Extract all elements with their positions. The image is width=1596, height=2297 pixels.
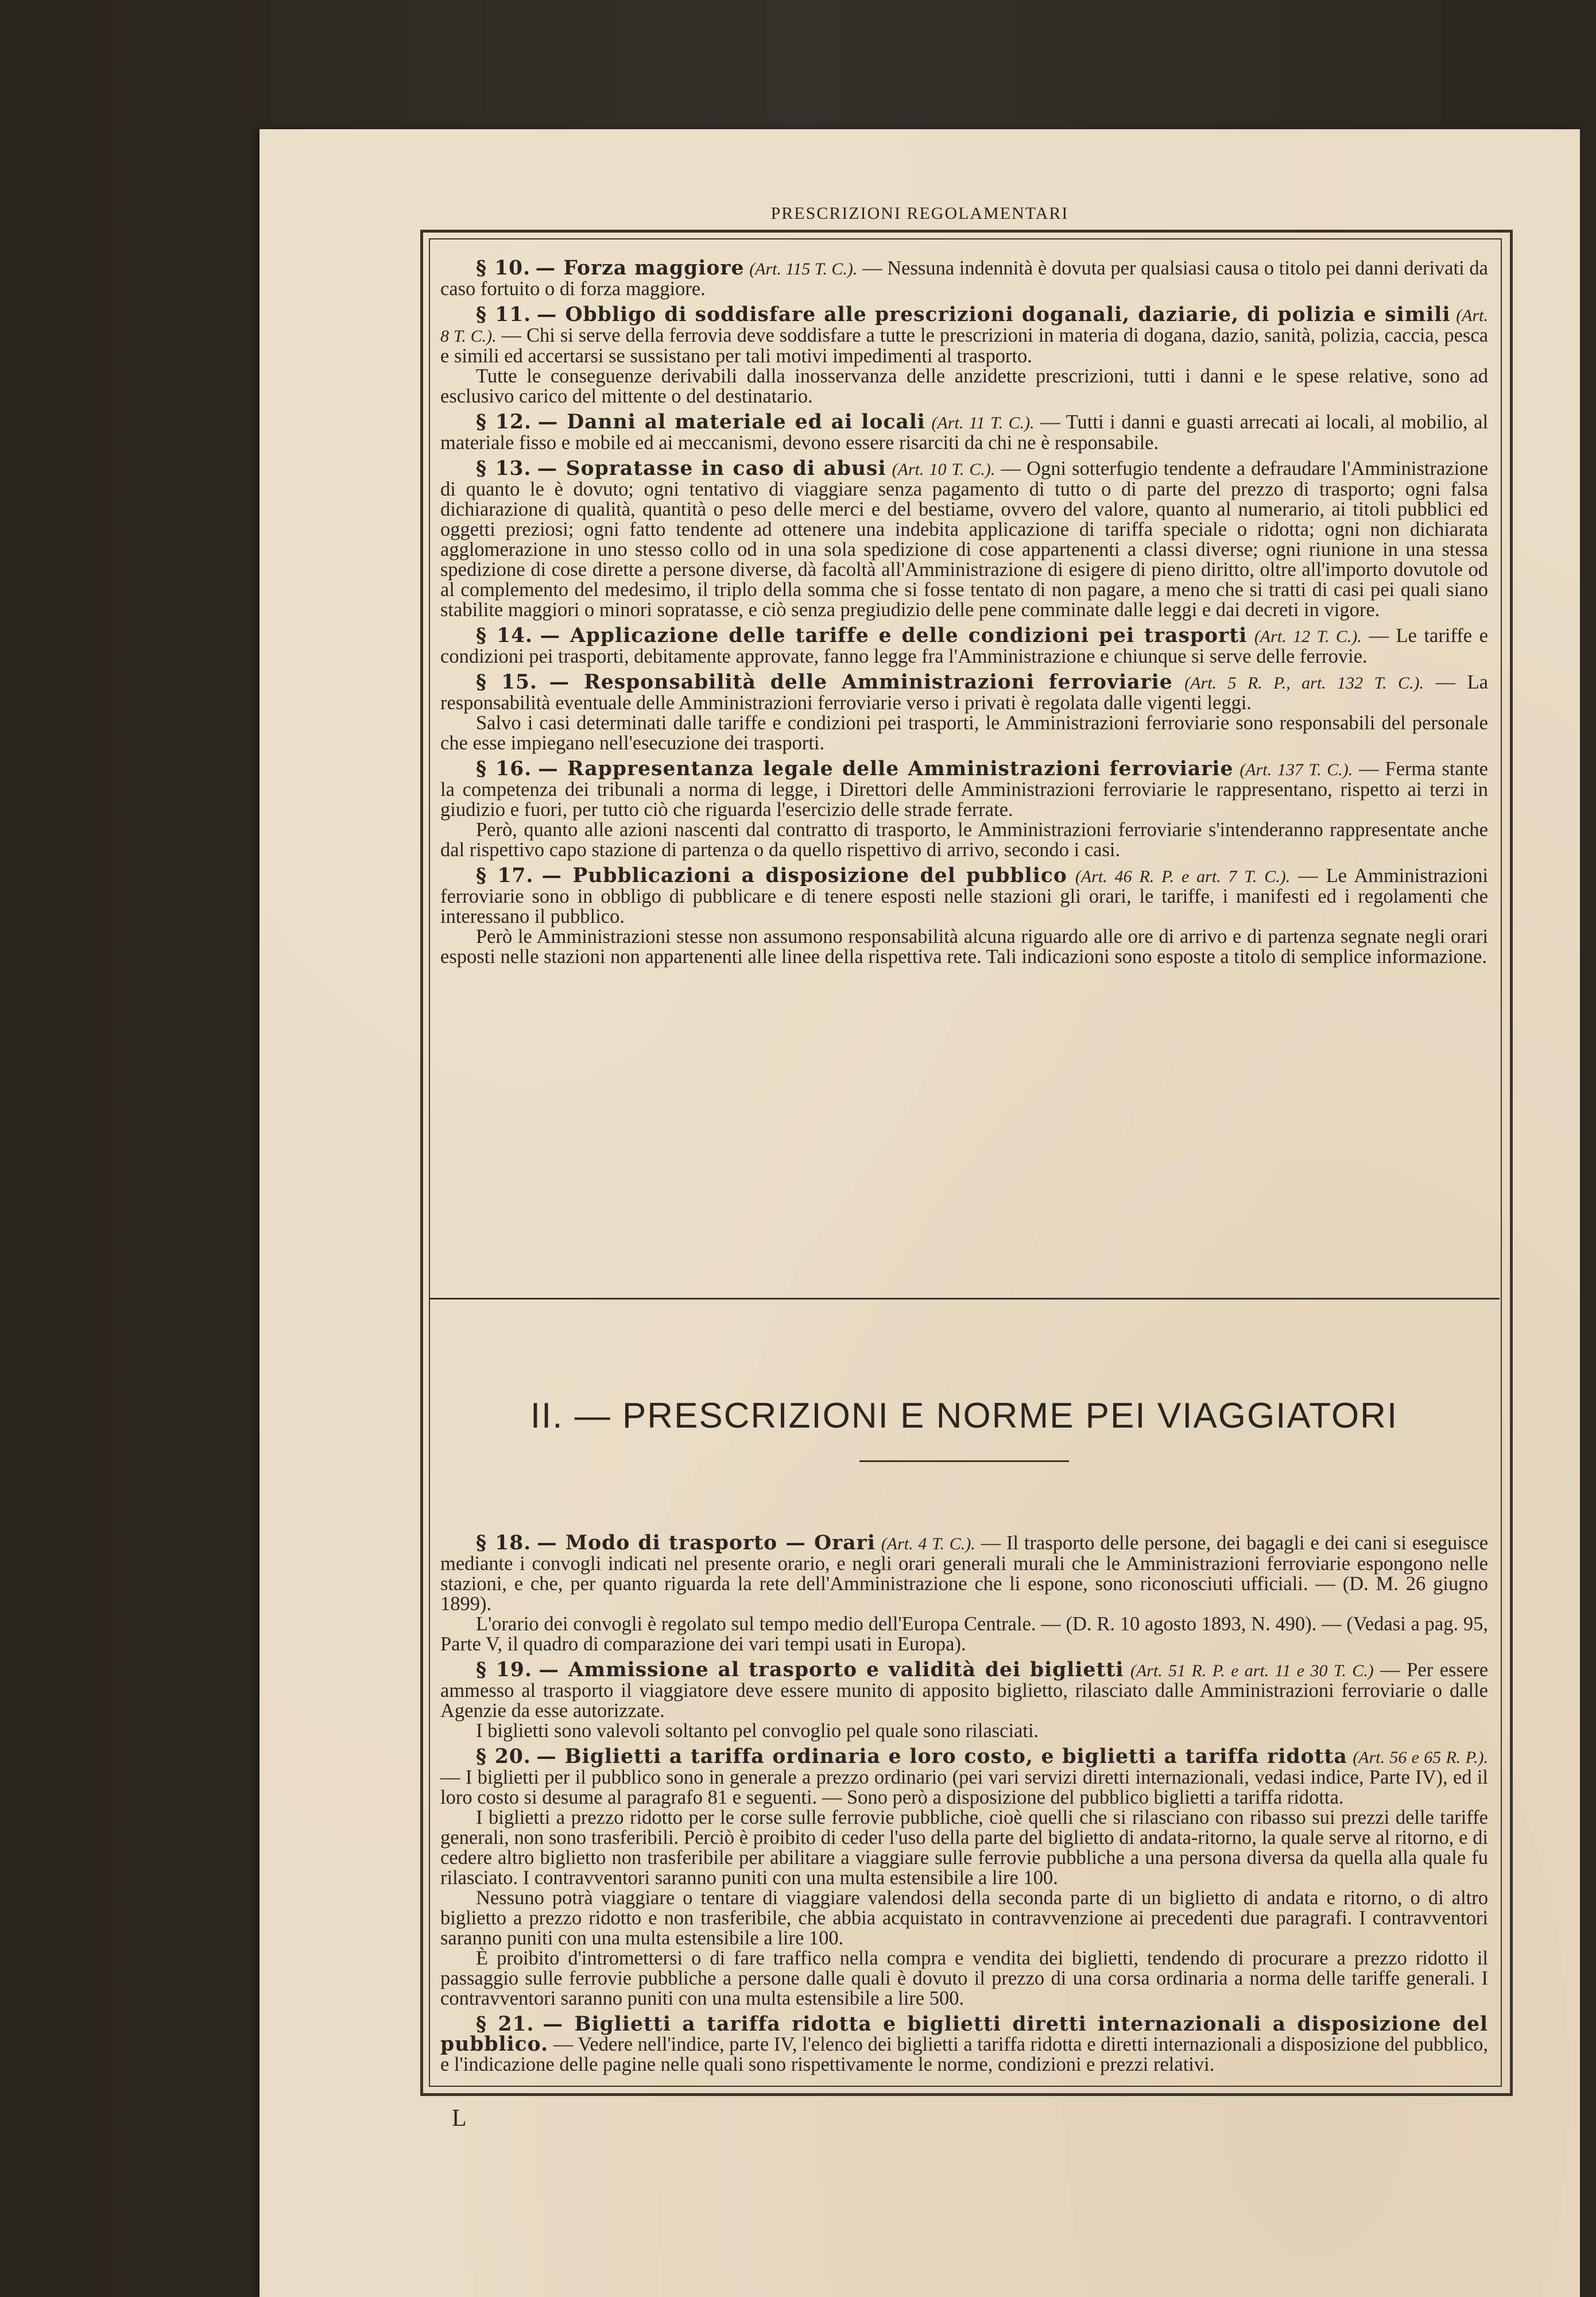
paragraph-20-continued: È proibito d'intromettersi o di fare traffico nella compra e vendita dei biglietti, tendendo di procurare a prezzo ridotto il passaggio sulle ferrovie pubbliche a persone dalle quali è dovuto il prezzo di una corsa ordinaria a norma delle tariffe generali. I contravventori saranno puniti con una multa estensibile a lire 500. bbox=[440, 1947, 1488, 2009]
running-head: PRESCRIZIONI REGOLAMENTARI bbox=[770, 204, 1069, 223]
paragraph-number: § 20. bbox=[476, 1745, 531, 1768]
paragraph-title: — Sopratasse in caso di abusi bbox=[537, 457, 886, 480]
paragraph-18-continued: L'orario dei convogli è regolato sul tempo medio dell'Europa Centrale. — (D. R. 10 agosto 1893, N. 490). — (Vedasi a pag. 95, Parte V, il quadro di comparazione dei vari tempi usati in Europa). bbox=[440, 1613, 1488, 1655]
paragraph-19-continued: I biglietti sono valevoli soltanto pel convoglio pel quale sono rilasciati. bbox=[476, 1720, 1039, 1742]
paragraph-reference: (Art. 46 R. P. e art. 7 T. C.). bbox=[1075, 867, 1291, 886]
paragraph-number: § 19. bbox=[476, 1658, 532, 1681]
section-divider-rule bbox=[429, 1298, 1500, 1300]
paragraph-11-continued: Tutte le conseguenze derivabili dalla inosservanza delle anzidette prescrizioni, tutti i danni e le spese relative, sono ad esclusivo carico del mittente o del destinatario. bbox=[440, 365, 1488, 407]
title-underline-rule bbox=[859, 1460, 1069, 1462]
paragraph-reference: (Art. 137 T. C.). bbox=[1239, 760, 1353, 779]
paragraph-16-continued: Però, quanto alle azioni nascenti dal contratto di trasporto, le Amministrazioni ferroviarie s'intenderanno rappresentate anche dal rispettivo capo stazione di partenza o da quello rispettivo di arrivo, secondo i casi. bbox=[440, 819, 1488, 861]
page-sheet bbox=[259, 129, 1580, 2297]
paragraph-number: § 13. bbox=[476, 457, 532, 480]
paragraph-number: § 14. bbox=[476, 624, 533, 647]
paragraph-17 bbox=[440, 866, 1488, 927]
paragraph-12 bbox=[440, 412, 1488, 453]
paragraph-16 bbox=[440, 759, 1488, 820]
paragraph-text: — Le Amministrazioni ferroviarie sono in obbligo di pubblicare e di tenere esposti nelle stazioni gli orari, le tariffe, i manifesti ed i regolamenti che interessano il pubblico. bbox=[440, 865, 1489, 927]
paragraph-text: — La responsabilità eventuale delle Amministrazioni ferroviarie verso i privati è regolata dalle vigenti leggi. bbox=[440, 671, 1489, 714]
paragraph-text: — Ogni sotterfugio tendente a defraudare l'Amministrazione di quanto le è dovuto; ogni tentativo di viaggiare senza pagamento di tutto o di parte del prezzo di trasporto; ogni falsa dichiarazione di qualità, quantità o peso delle merci e del bestiame, ovvero del valore, quanto al numerario, ai titoli pubblici ed oggetti preziosi; ogni fatto tendente ad ottenere una indebita applicazione di tariffa speciale o ridotta; ogni non dichiarata agglomerazione in uno stesso collo od in una sola spedizione di cose appartenenti a classi diverse; ogni riunione in una stessa spedizione di cose dirette a persone diverse, dà facoltà all'Amministrazione di esigere di pieno diritto, oltre all'importo dovutole od al complemento del medesimo, il triplo della somma che si fosse tentato di non pagare, a meno che si tratti di casi pei quali siano stabilite maggiori o minori sopratasse, e ciò senza pregiudizio delle pene comminate dalle leggi e dai decreti in vigore. bbox=[440, 458, 1489, 621]
paragraph-title: — Biglietti a tariffa ridotta e biglietti diretti internazionali a disposizione del pubblico. bbox=[440, 2013, 1489, 2056]
paragraph-19 bbox=[440, 1660, 1488, 1721]
paragraph-13 bbox=[440, 459, 1488, 620]
paragraph-title: — Applicazione delle tariffe e delle condizioni pei trasporti bbox=[540, 624, 1248, 647]
paragraph-title: — Obbligo di soddisfare alle prescrizioni doganali, daziarie, di polizia e simili bbox=[536, 303, 1451, 326]
paragraph-20 bbox=[440, 1747, 1488, 1808]
paragraph-21 bbox=[440, 2014, 1488, 2075]
paragraph-title: — Forza maggiore bbox=[535, 257, 745, 280]
paragraph-text: — Chi si serve della ferrovia deve soddisfare a tutte le prescrizioni in materia di dogana, dazio, sanità, polizia, caccia, pesca e simili ed accertarsi se sussistano per tali motivi impedimenti al trasporto. bbox=[440, 324, 1489, 367]
paragraph-reference: (Art. 10 T. C.). bbox=[892, 460, 995, 479]
paragraph-number: § 18. bbox=[476, 1532, 532, 1554]
paragraph-11 bbox=[440, 305, 1488, 366]
paragraph-17-continued: Però le Amministrazioni stesse non assumono responsabilità alcuna riguardo alle ore di arrivo e di partenza segnate negli orari esposti nelle stazioni non appartenenti alle linee della rispettiva rete. Tali indicazioni sono esposte a titolo di semplice informazione. bbox=[440, 926, 1488, 968]
paragraph-title: — Biglietti a tariffa ordinaria e loro costo, e biglietti a tariffa ridotta bbox=[536, 1745, 1347, 1768]
paragraph-reference: (Art. 51 R. P. e art. 11 e 30 T. C.) bbox=[1130, 1661, 1374, 1680]
lower-text-block bbox=[440, 1533, 1488, 2075]
paragraph-number: § 16. bbox=[476, 757, 532, 780]
paragraph-text: — Nessuna indennità è dovuta per qualsiasi causa o titolo pei danni derivati da caso fortuito o di forza maggiore. bbox=[440, 257, 1488, 300]
paragraph-number: § 17. bbox=[476, 864, 534, 887]
paragraph-title: — Rappresentanza legale delle Amministrazioni ferroviarie bbox=[538, 757, 1234, 780]
paragraph-reference: (Art. 115 T. C.). bbox=[749, 260, 858, 279]
paragraph-reference: (Art. 12 T. C.). bbox=[1254, 627, 1362, 646]
paragraph-number: § 12. bbox=[476, 411, 532, 434]
paragraph-20-continued: I biglietti a prezzo ridotto per le corse sulle ferrovie pubbliche, cioè quelli che si rilasciano con ribasso sui prezzi delle tariffe generali, non sono trasferibili. Perciò è proibito di ceder l'uso della parte del biglietto di andata-ritorno, la quale serve al ritorno, e di cedere altro biglietto non trasferibile per abilitare a viaggiare sulle ferrovie pubbliche a una persona diversa da quella alla quale fu rilasciato. I contravventori saranno puniti con una multa estensibile a lire 100. bbox=[440, 1807, 1488, 1889]
paragraph-text: — Vedere nell'indice, parte IV, l'elenco dei biglietti a tariffa ridotta e diretti internazionali a disposizione del pubblico, e l'indicazione delle pagine nelle quali sono rispettivamente le norme, condizioni e prezzi relativi. bbox=[440, 2033, 1489, 2075]
paragraph-text: — Le tariffe e condizioni pei trasporti, debitamente approvate, fanno legge fra l'Amministrazione e chiunque si serve delle ferrovie. bbox=[440, 625, 1488, 667]
paragraph-20-continued: Nessuno potrà viaggiare o tentare di viaggiare valendosi della seconda parte di un biglietto di andata e ritorno, o di altro biglietto a prezzo ridotto e non trasferibile, che abbia acquistato in contravvenzione ai precedenti due paragrafi. I contravventori saranno puniti con una multa estensibile a lire 100. bbox=[440, 1887, 1488, 1949]
page-signature-mark: L bbox=[452, 2105, 467, 2132]
paragraph-reference: (Art. 5 R. P., art. 132 T. C.). bbox=[1184, 674, 1424, 693]
paragraph-reference: (Art. 4 T. C.). bbox=[881, 1534, 975, 1553]
section-title: II. — PRESCRIZIONI E NORME PEI VIAGGIATORI bbox=[530, 1396, 1399, 1436]
paragraph-10 bbox=[440, 258, 1488, 299]
paragraph-15 bbox=[440, 672, 1488, 713]
paragraph-text: — Tutti i danni e guasti arrecati ai locali, al mobilio, al materiale fisso e mobile ed ai meccanismi, devono essere risarciti da chi ne è responsabile. bbox=[440, 411, 1489, 454]
paragraph-15-continued: Salvo i casi determinati dalle tariffe e condizioni pei trasporti, le Amministrazioni ferroviarie sono responsabili del personale che esse impiegano nell'esecuzione dei trasporti. bbox=[440, 712, 1488, 754]
paragraph-reference: (Art. 56 e 65 R. P.). bbox=[1353, 1748, 1489, 1767]
paragraph-reference: (Art. 11 T. C.). bbox=[931, 413, 1035, 432]
paragraph-reference: (Art. 8 T. C.). bbox=[440, 306, 1489, 346]
paragraph-number: § 11. bbox=[476, 303, 532, 326]
paragraph-text: — Per essere ammesso al trasporto il viaggiatore deve essere munito di apposito biglietto, rilasciato dalle Amministrazioni ferroviarie o dalle Agenzie da esse autorizzate. bbox=[440, 1659, 1489, 1722]
paragraph-title: — Ammissione al trasporto e validità dei biglietti bbox=[539, 1658, 1124, 1681]
paragraph-title: — Modo di trasporto — Orari bbox=[537, 1532, 876, 1554]
paragraph-text: — I biglietti per il pubblico sono in generale a prezzo ordinario (pei vari servizi diretti internazionali, vedasi indice, Parte IV), ed il loro costo si desume al paragrafo 81 e seguenti. — Sono però a disposizione del pubblico biglietti a tariffa ridotta. bbox=[440, 1766, 1488, 1808]
paragraph-number: § 15. bbox=[476, 671, 538, 694]
paragraph-title: — Responsabilità delle Amministrazioni ferroviarie bbox=[549, 671, 1173, 694]
paragraph-18 bbox=[440, 1533, 1488, 1614]
paragraph-number: § 21. bbox=[476, 2013, 534, 2036]
paragraph-number: § 10. bbox=[476, 257, 531, 280]
upper-text-block bbox=[440, 258, 1488, 967]
paragraph-title: — Danni al materiale ed ai locali bbox=[537, 411, 925, 434]
paragraph-text: — Il trasporto delle persone, dei bagagli e dei cani si eseguisce mediante i convogli indicati nel presente orario, e negli orari generali murali che le Amministrazioni ferroviarie espongono nelle stazioni, e che, per quanto riguarda la rete dell'Amministrazione che li espone, sono riconosciuti ufficiali. — (D. M. 26 giugno 1899). bbox=[440, 1532, 1489, 1615]
paragraph-title: — Pubblicazioni a disposizione del pubblico bbox=[541, 864, 1067, 887]
paragraph-text: — Ferma stante la competenza dei tribunali a norma di legge, i Direttori delle Amministrazioni ferroviarie le rappresentano, rispetto ai terzi in giudizio e fuori, per tutto ciò che riguarda l'esercizio delle strade ferrate. bbox=[440, 758, 1488, 821]
paragraph-14 bbox=[440, 626, 1488, 667]
